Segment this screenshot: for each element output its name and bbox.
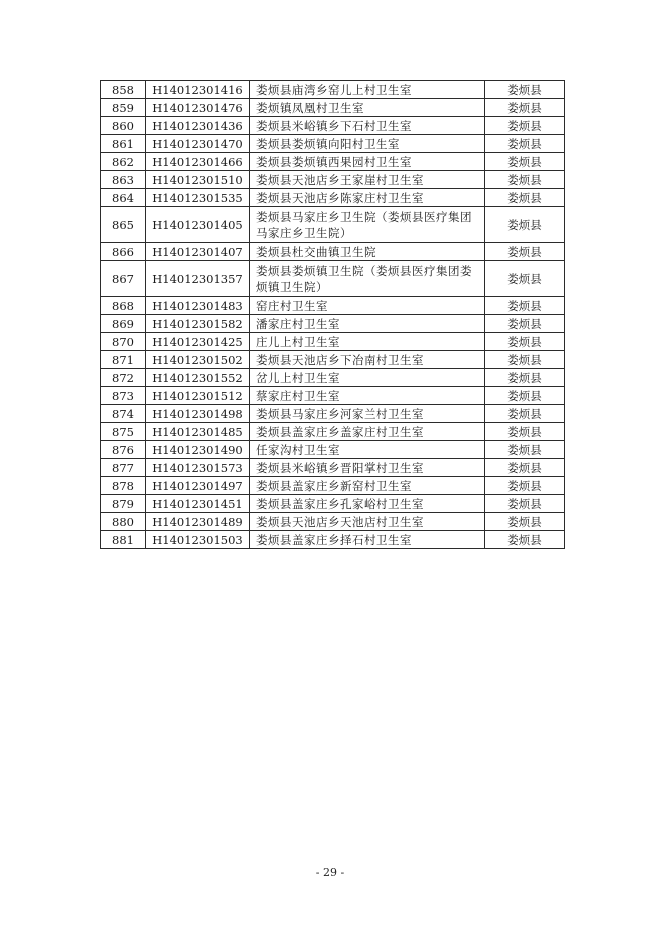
county-cell: 娄烦县 (485, 387, 565, 405)
county-cell: 娄烦县 (485, 423, 565, 441)
institution-name-cell: 娄烦县娄烦镇卫生院（娄烦县医疗集团娄烦镇卫生院） (250, 261, 485, 297)
institution-code-cell: H14012301489 (146, 513, 250, 531)
table-row (101, 315, 565, 333)
county-cell: 娄烦县 (485, 99, 565, 117)
row-number-cell: 868 (101, 297, 146, 315)
institution-code-cell: H14012301466 (146, 153, 250, 171)
row-number-cell: 878 (101, 477, 146, 495)
county-cell: 娄烦县 (485, 477, 565, 495)
row-number-cell: 869 (101, 315, 146, 333)
county-cell: 娄烦县 (485, 207, 565, 243)
row-number-cell: 871 (101, 351, 146, 369)
institution-code-cell: H14012301497 (146, 477, 250, 495)
county-cell: 娄烦县 (485, 243, 565, 261)
county-cell: 娄烦县 (485, 135, 565, 153)
institution-name-cell: 娄烦县盖家庄乡孔家峪村卫生室 (250, 495, 485, 513)
county-cell: 娄烦县 (485, 531, 565, 549)
institution-name-cell: 潘家庄村卫生室 (250, 315, 485, 333)
institution-code-cell: H14012301582 (146, 315, 250, 333)
institution-name-cell: 娄烦县天池店乡王家崖村卫生室 (250, 171, 485, 189)
institution-code-cell: H14012301573 (146, 459, 250, 477)
row-number-cell: 872 (101, 369, 146, 387)
institution-code-cell: H14012301357 (146, 261, 250, 297)
table-row (101, 261, 565, 297)
institution-name-cell: 娄烦县娄烦镇西果园村卫生室 (250, 153, 485, 171)
county-cell: 娄烦县 (485, 171, 565, 189)
table-row (101, 243, 565, 261)
table-row (101, 153, 565, 171)
county-cell: 娄烦县 (485, 189, 565, 207)
row-number-cell: 864 (101, 189, 146, 207)
institution-name-cell: 娄烦县天池店乡天池店村卫生室 (250, 513, 485, 531)
clinic-table-body (101, 81, 565, 549)
table-row (101, 477, 565, 495)
row-number-cell: 859 (101, 99, 146, 117)
table-row (101, 513, 565, 531)
institution-code-cell: H14012301476 (146, 99, 250, 117)
county-cell: 娄烦县 (485, 351, 565, 369)
table-row (101, 207, 565, 243)
page-number: - 29 - (315, 866, 345, 879)
table-row (101, 81, 565, 99)
row-number-cell: 877 (101, 459, 146, 477)
institution-code-cell: H14012301502 (146, 351, 250, 369)
row-number-cell: 867 (101, 261, 146, 297)
row-number-cell: 863 (101, 171, 146, 189)
county-cell: 娄烦县 (485, 405, 565, 423)
table-row (101, 423, 565, 441)
institution-name-cell: 娄烦县米峪镇乡下石村卫生室 (250, 117, 485, 135)
institution-name-cell: 娄烦县盖家庄乡盖家庄村卫生室 (250, 423, 485, 441)
table-row (101, 459, 565, 477)
institution-name-cell: 娄烦县天池店乡陈家庄村卫生室 (250, 189, 485, 207)
county-cell: 娄烦县 (485, 333, 565, 351)
institution-name-cell: 娄烦县庙湾乡窑儿上村卫生室 (250, 81, 485, 99)
table-row (101, 135, 565, 153)
table-row (101, 117, 565, 135)
institution-code-cell: H14012301425 (146, 333, 250, 351)
county-cell: 娄烦县 (485, 153, 565, 171)
institution-name-cell: 任家沟村卫生室 (250, 441, 485, 459)
county-cell: 娄烦县 (485, 117, 565, 135)
row-number-cell: 862 (101, 153, 146, 171)
institution-name-cell: 岔儿上村卫生室 (250, 369, 485, 387)
institution-code-cell: H14012301503 (146, 531, 250, 549)
row-number-cell: 876 (101, 441, 146, 459)
table-row (101, 495, 565, 513)
row-number-cell: 860 (101, 117, 146, 135)
row-number-cell: 875 (101, 423, 146, 441)
institution-code-cell: H14012301451 (146, 495, 250, 513)
table-row (101, 405, 565, 423)
institution-code-cell: H14012301405 (146, 207, 250, 243)
institution-name-cell: 娄烦县米峪镇乡晋阳掌村卫生室 (250, 459, 485, 477)
institution-name-cell: 娄烦县天池店乡下冶南村卫生室 (250, 351, 485, 369)
row-number-cell: 881 (101, 531, 146, 549)
institution-name-cell: 娄烦县杜交曲镇卫生院 (250, 243, 485, 261)
institution-code-cell: H14012301485 (146, 423, 250, 441)
institution-name-cell: 庄儿上村卫生室 (250, 333, 485, 351)
institution-code-cell: H14012301512 (146, 387, 250, 405)
county-cell: 娄烦县 (485, 297, 565, 315)
county-cell: 娄烦县 (485, 441, 565, 459)
institution-name-cell: 娄烦县盖家庄乡择石村卫生室 (250, 531, 485, 549)
institution-name-cell: 娄烦县马家庄乡卫生院（娄烦县医疗集团马家庄乡卫生院） (250, 207, 485, 243)
table-row (101, 99, 565, 117)
institution-code-cell: H14012301552 (146, 369, 250, 387)
table-row (101, 297, 565, 315)
row-number-cell: 865 (101, 207, 146, 243)
county-cell: 娄烦县 (485, 495, 565, 513)
row-number-cell: 870 (101, 333, 146, 351)
table-row (101, 351, 565, 369)
table-row (101, 441, 565, 459)
institution-name-cell: 娄烦县娄烦镇向阳村卫生室 (250, 135, 485, 153)
institution-code-cell: H14012301510 (146, 171, 250, 189)
row-number-cell: 866 (101, 243, 146, 261)
table-row (101, 333, 565, 351)
institution-code-cell: H14012301416 (146, 81, 250, 99)
county-cell: 娄烦县 (485, 315, 565, 333)
county-cell: 娄烦县 (485, 261, 565, 297)
clinic-table (100, 80, 565, 549)
institution-name-cell: 娄烦镇凤凰村卫生室 (250, 99, 485, 117)
table-row (101, 189, 565, 207)
institution-code-cell: H14012301407 (146, 243, 250, 261)
institution-code-cell: H14012301470 (146, 135, 250, 153)
institution-code-cell: H14012301483 (146, 297, 250, 315)
county-cell: 娄烦县 (485, 513, 565, 531)
row-number-cell: 858 (101, 81, 146, 99)
row-number-cell: 879 (101, 495, 146, 513)
row-number-cell: 874 (101, 405, 146, 423)
table-row (101, 387, 565, 405)
row-number-cell: 873 (101, 387, 146, 405)
institution-name-cell: 娄烦县盖家庄乡新窑村卫生室 (250, 477, 485, 495)
table-row (101, 171, 565, 189)
table-row (101, 531, 565, 549)
row-number-cell: 861 (101, 135, 146, 153)
institution-code-cell: H14012301498 (146, 405, 250, 423)
institution-code-cell: H14012301535 (146, 189, 250, 207)
row-number-cell: 880 (101, 513, 146, 531)
table-row (101, 369, 565, 387)
county-cell: 娄烦县 (485, 459, 565, 477)
county-cell: 娄烦县 (485, 369, 565, 387)
institution-code-cell: H14012301490 (146, 441, 250, 459)
county-cell: 娄烦县 (485, 81, 565, 99)
institution-name-cell: 窑庄村卫生室 (250, 297, 485, 315)
institution-code-cell: H14012301436 (146, 117, 250, 135)
institution-name-cell: 娄烦县马家庄乡河家兰村卫生室 (250, 405, 485, 423)
institution-name-cell: 蔡家庄村卫生室 (250, 387, 485, 405)
